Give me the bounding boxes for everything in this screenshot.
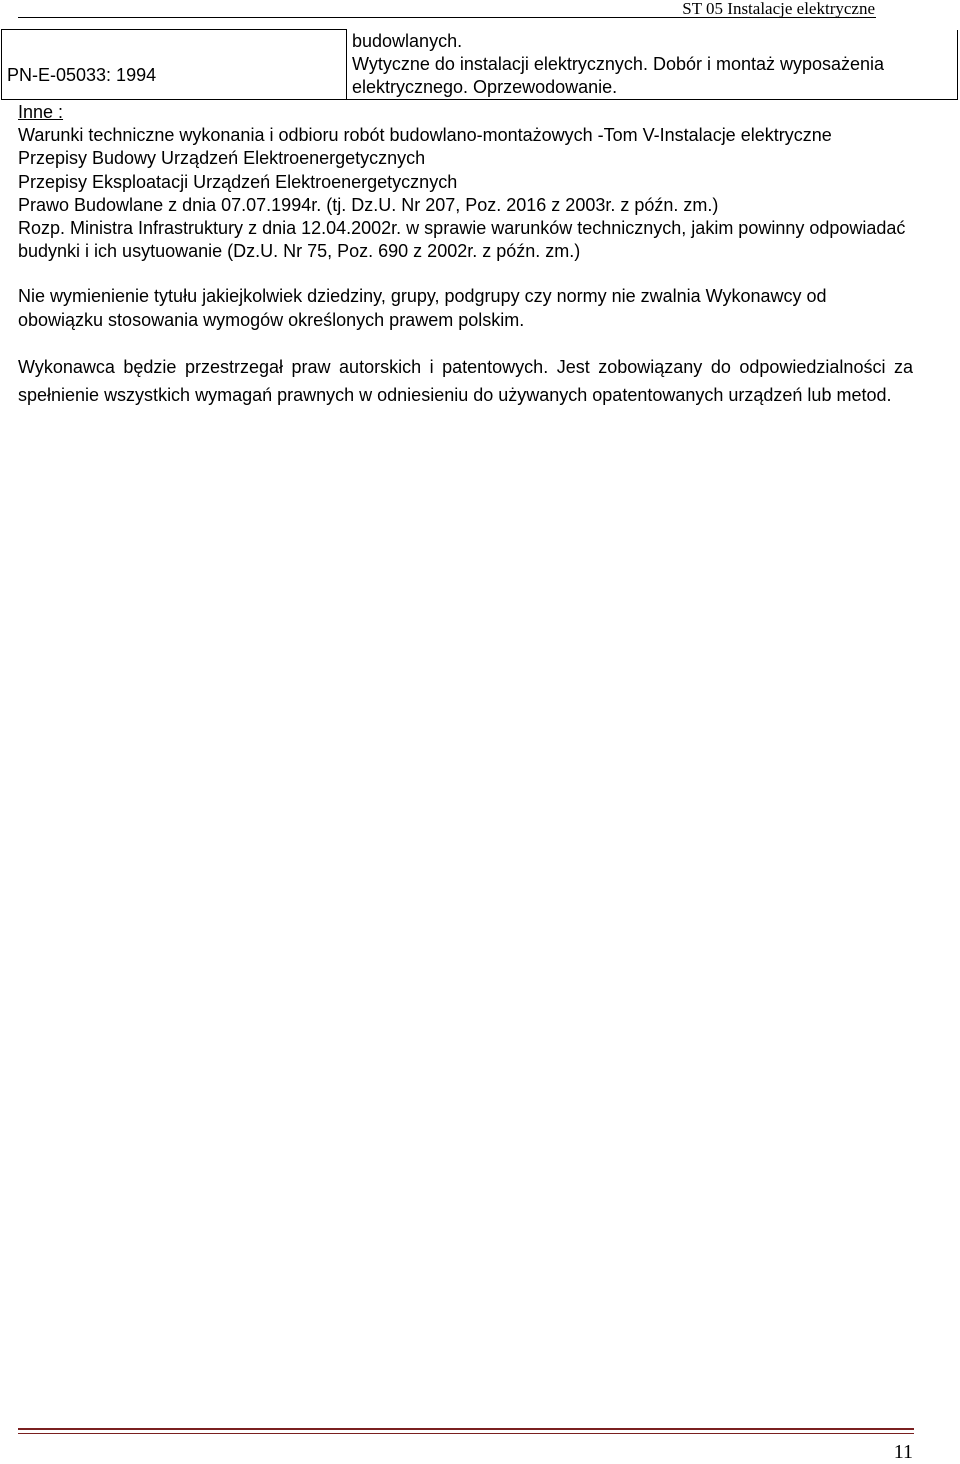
reference-item: Przepisy Budowy Urządzeń Elektroenergetycznych xyxy=(18,148,426,169)
paragraph: Nie wymienienie tytułu jakiejkolwiek dziedziny, grupy, podgrupy czy normy nie zwalnia Wykonawcy od obowiązku stosowania wymogów określonych prawem polskim. xyxy=(18,285,827,330)
page-number: 11 xyxy=(893,1441,913,1463)
table-row-continuation xyxy=(2,30,958,53)
norms-table xyxy=(1,29,958,100)
footer-rule xyxy=(18,1428,914,1430)
reference-item: Rozp. Ministra Infrastruktury z dnia 12.04.2002r. w sprawie warunków technicznych, jakim powinny odpowiadać budynki i ich usytuowanie (Dz.U. Nr 75, Poz. 690 z 2002r. z późn. zm.) xyxy=(18,218,906,262)
reference-item: Warunki techniczne wykonania i odbioru robót budowlano-montażowych -Tom V-Instalacje elektryczne xyxy=(18,125,832,145)
header-rule xyxy=(18,17,876,18)
footer-rule-thin xyxy=(18,1433,914,1434)
empty-code-cell xyxy=(2,30,347,53)
other-heading: Inne : xyxy=(18,102,64,122)
reference-item: Prawo Budowlane z dnia 07.07.1994r. (tj. Dz.U. Nr 207, Poz. 2016 z 2003r. z późn. zm.) xyxy=(18,194,719,215)
reference-item: Przepisy Eksploatacji Urządzeń Elektroenergetycznych xyxy=(18,171,458,192)
norm-code: PN-E-05033: 1994 xyxy=(2,53,347,100)
running-header: ST 05 Instalacje elektryczne xyxy=(682,0,875,18)
paragraph: Wykonawca będzie przestrzegał praw autorskich i patentowych. Jest zobowiązany do odpowiedzialności za spełnienie wszystkich wymagań prawnych w odniesieniu do używanych opatentowanych urządzeń lub metod. xyxy=(18,356,913,405)
norm-description: Wytyczne do instalacji elektrycznych. Dobór i montaż wyposażenia elektrycznego. Oprzewodowanie. xyxy=(347,53,958,100)
continuation-cell: budowlanych. xyxy=(347,30,958,53)
main-content xyxy=(18,100,913,409)
table-row xyxy=(2,53,958,100)
